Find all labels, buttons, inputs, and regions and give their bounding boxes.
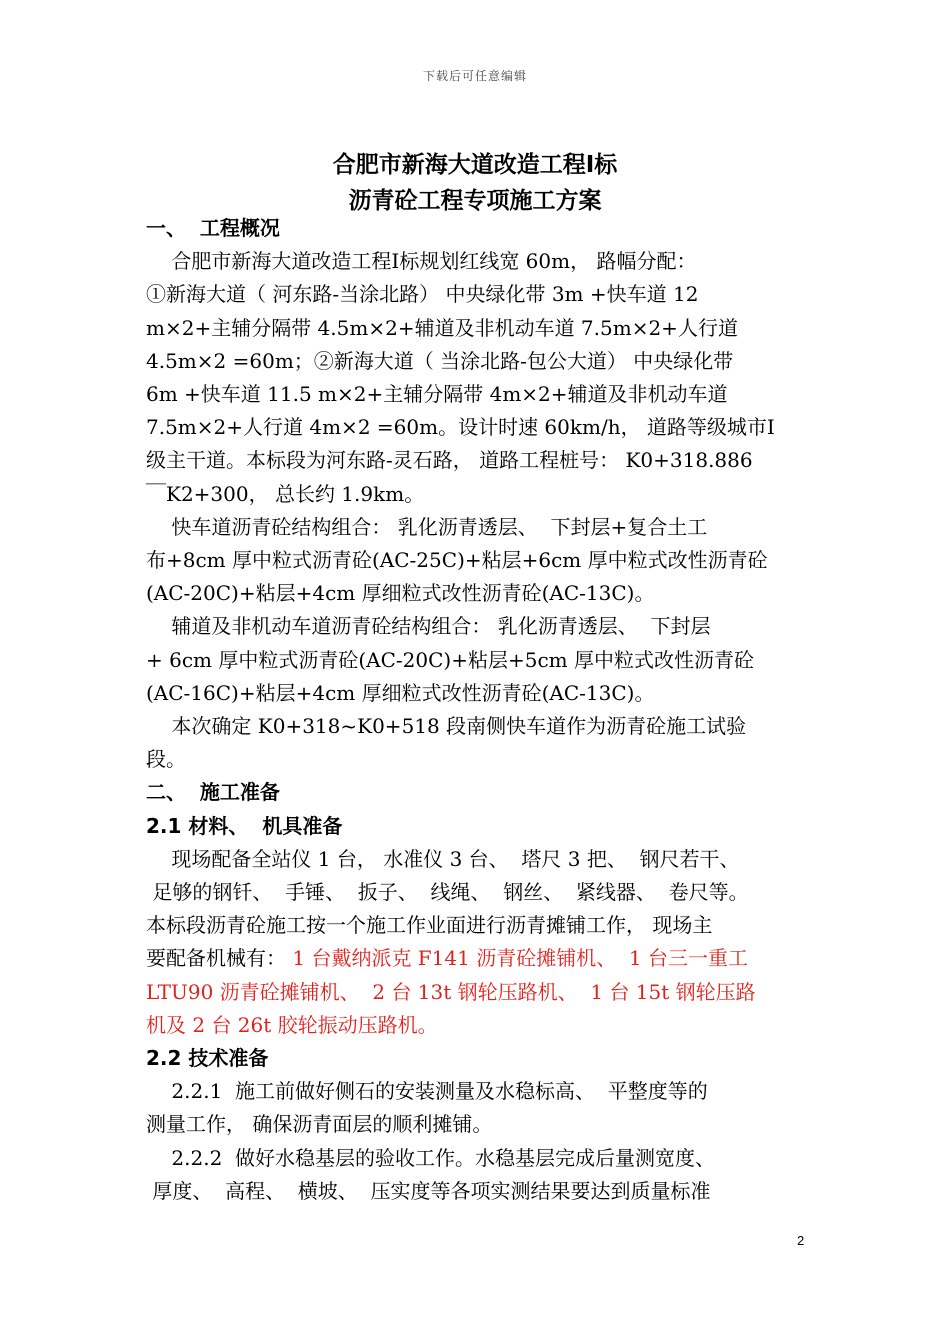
section-heading: 2.2 技术准备 — [146, 1046, 269, 1070]
equipment-highlight: 1 台戴纳派克 F141 沥青砼摊铺机、 1 台三一重工 — [286, 946, 749, 970]
page-number: 2 — [797, 1233, 805, 1248]
body-line: 4.5m×2 =60m；②新海大道（ 当涂北路-包公大道） 中央绿化带 — [146, 349, 734, 373]
body-line: 段。 — [146, 747, 186, 771]
body-line: ①新海大道（ 河东路-当涂北路） 中央绿化带 3m +快车道 12 — [146, 282, 699, 306]
document-title-line2: 沥青砼工程专项施工方案 — [348, 188, 602, 214]
body-line: ￣K2+300， 总长约 1.9km。 — [146, 482, 425, 506]
body-line: 2.2.1 施工前做好侧石的安装测量及水稳标高、 平整度等的 — [146, 1079, 708, 1103]
body-line: 辅道及非机动车道沥青砼结构组合： 乳化沥青透层、 下封层 — [146, 614, 711, 638]
section-heading: 2.1 材料、 机具准备 — [146, 814, 343, 838]
body-line: (AC-20C)+粘层+4cm 厚细粒式改性沥青砼(AC-13C)。 — [146, 581, 655, 605]
body-line: 机及 2 台 26t 胶轮振动压路机。 — [146, 1013, 438, 1037]
body-line: 布+8cm 厚中粒式沥青砼(AC-25C)+粘层+6cm 厚中粒式改性沥青砼 — [146, 548, 768, 572]
body-line: (AC-16C)+粘层+4cm 厚细粒式改性沥青砼(AC-13C)。 — [146, 681, 655, 705]
body-line: 本标段沥青砼施工按一个施工作业面进行沥青摊铺工作， 现场主 — [146, 913, 713, 937]
header-note: 下载后可任意编辑 — [422, 69, 527, 83]
body-line: 6m +快车道 11.5 m×2+主辅分隔带 4m×2+辅道及非机动车道 — [146, 382, 728, 406]
section-heading: 二、 施工准备 — [146, 780, 280, 804]
body-line: 合肥市新海大道改造工程Ⅰ标规划红线宽 60m， 路幅分配： — [146, 249, 697, 273]
body-line: 厚度、 高程、 横坡、 压实度等各项实测结果要达到质量标准 — [146, 1179, 711, 1203]
body-line: 7.5m×2+人行道 4m×2 =60m。设计时速 60km/h， 道路等级城市Ⅰ — [146, 415, 775, 439]
body-line: 本次确定 K0+318~K0+518 段南侧快车道作为沥青砼施工试验 — [146, 714, 747, 738]
body-line: 快车道沥青砼结构组合： 乳化沥青透层、 下封层+复合土工 — [146, 515, 708, 539]
body-line: 现场配备全站仪 1 台， 水准仪 3 台、 塔尺 3 把、 钢尺若干、 — [146, 847, 740, 871]
body-line: + 6cm 厚中粒式沥青砼(AC-20C)+粘层+5cm 厚中粒式改性沥青砼 — [146, 648, 754, 672]
body-line: 要配备机械有： 1 台戴纳派克 F141 沥青砼摊铺机、 1 台三一重工 — [146, 946, 749, 970]
document-title-line1: 合肥市新海大道改造工程Ⅰ标 — [332, 152, 618, 178]
body-line: m×2+主辅分隔带 4.5m×2+辅道及非机动车道 7.5m×2+人行道 — [146, 316, 738, 340]
body-line: 测量工作， 确保沥青面层的顺利摊铺。 — [146, 1112, 493, 1136]
section-heading: 一、 工程概况 — [146, 216, 280, 240]
body-line: 足够的钢钎、 手锤、 扳子、 线绳、 钢丝、 紧线器、 卷尺等。 — [146, 880, 749, 904]
body-line: LTU90 沥青砼摊铺机、 2 台 13t 钢轮压路机、 1 台 15t 钢轮压路 — [146, 980, 756, 1004]
body-line: 级主干道。本标段为河东路-灵石路， 道路工程桩号： K0+318.886 — [146, 448, 753, 472]
body-line: 2.2.2 做好水稳基层的验收工作。水稳基层完成后量测宽度、 — [146, 1146, 716, 1170]
